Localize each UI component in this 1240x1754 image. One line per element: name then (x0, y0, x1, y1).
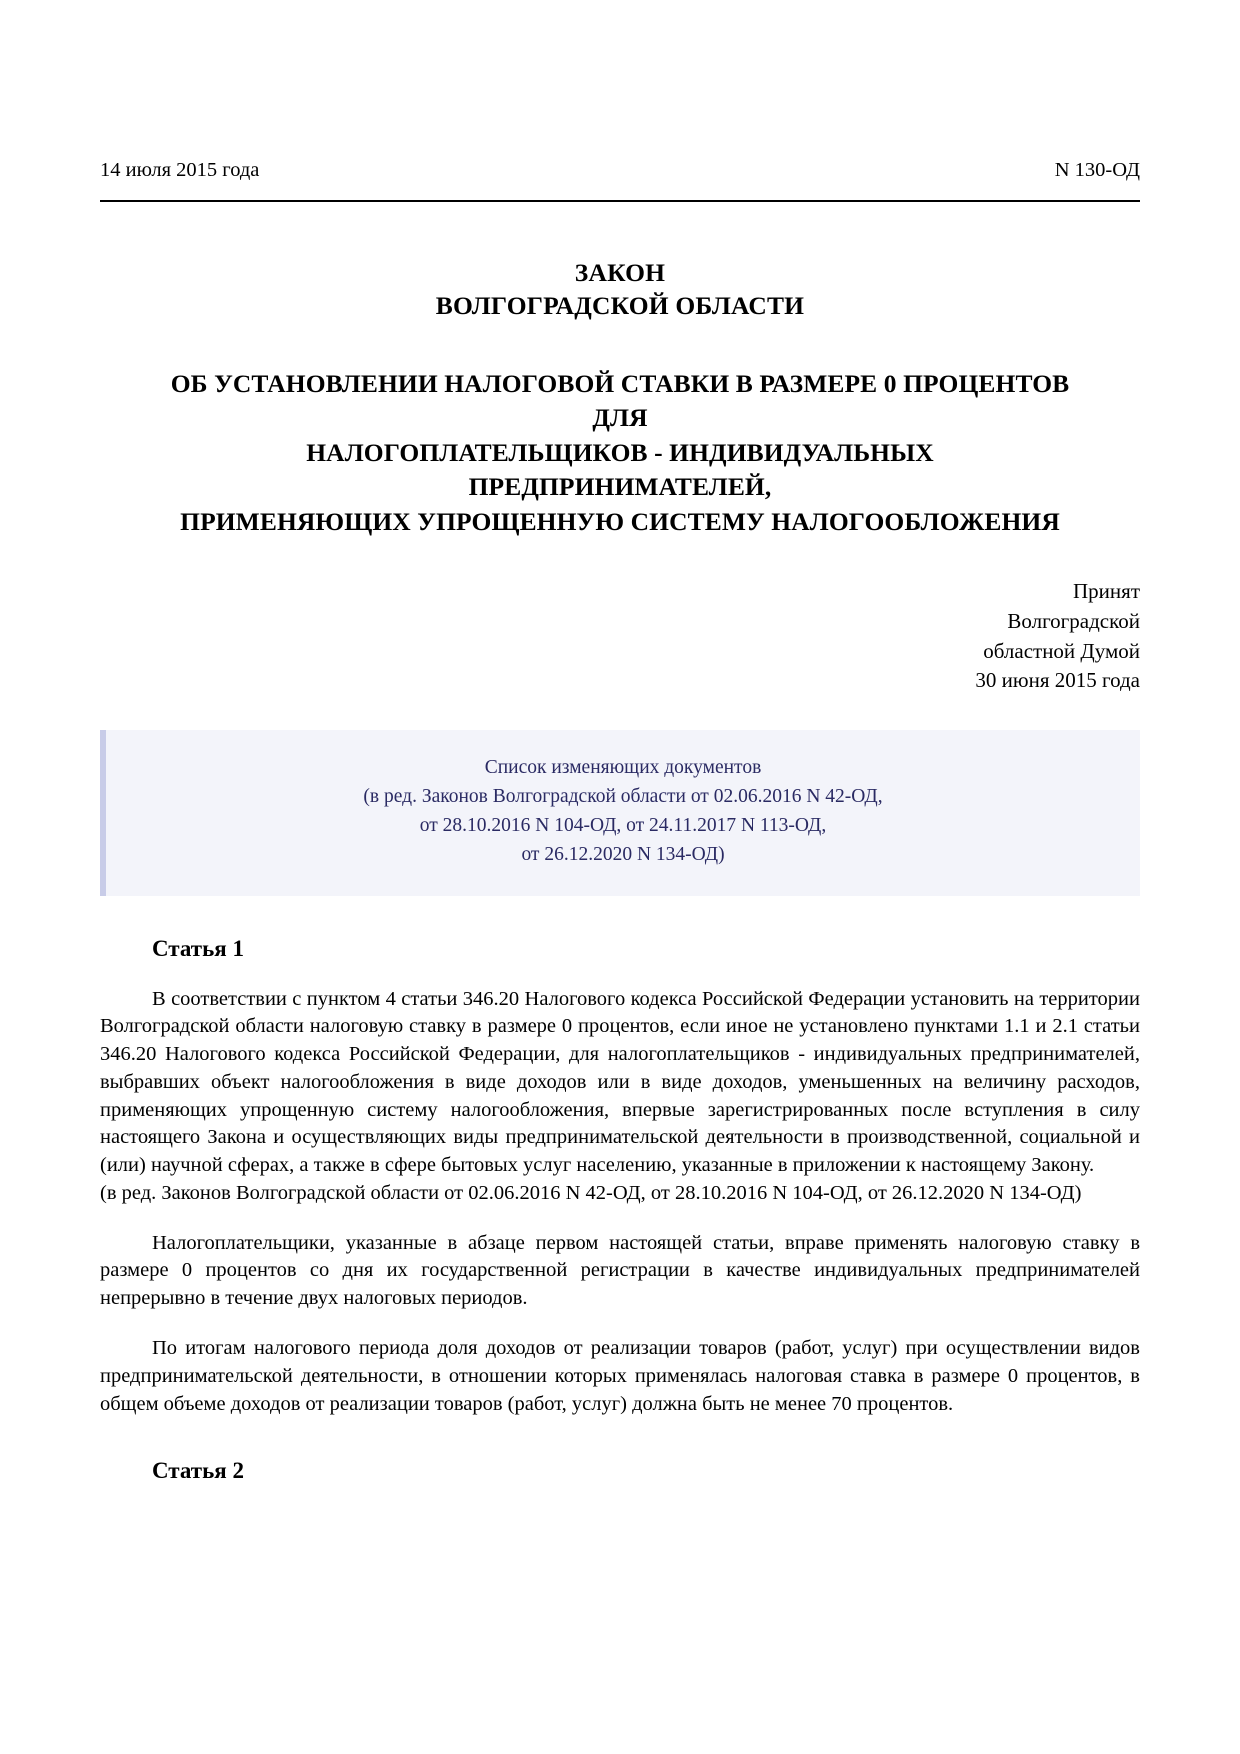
law-region-label: ВОЛГОГРАДСКОЙ ОБЛАСТИ (435, 291, 805, 321)
article-heading-1: Статья 1 (152, 935, 244, 961)
page-title-line-3: НАЛОГОПЛАТЕЛЬЩИКОВ - ИНДИВИДУАЛЬНЫХ (306, 437, 934, 467)
adoption-line-1: Принят (1073, 579, 1140, 604)
page-title-line-4: ПРЕДПРИНИМАТЕЛЕЙ, (468, 472, 772, 502)
changing-documents-line-2: от 28.10.2016 N 104-ОД, от 24.11.2017 N 113-ОД, (419, 814, 827, 836)
article-heading-2: Статья 2 (152, 1458, 244, 1484)
document-header (100, 158, 1140, 183)
article-1-paragraph-2: Налогоплательщики, указанные в абзаце первом настоящей статьи, вправе применять налоговую ставку в размере 0 процентов со дня их государственной регистрации в качестве индивидуальных предпринимателей непрерывно в течение двух налоговых периодов. (100, 1231, 1140, 1310)
page-title (100, 367, 1140, 539)
adoption-date: 30 июня 2015 года (975, 668, 1140, 693)
article-1-amendment-note: (в ред. Законов Волгоградской области от 02.06.2016 N 42-ОД, от 28.10.2016 N 104-ОД, от 26.12.2020 N 134-ОД) (100, 1181, 1082, 1204)
document-number: N 130-ОД (1054, 159, 1140, 181)
article-1-paragraph-1: В соответствии с пунктом 4 статьи 346.20 Налогового кодекса Российской Федерации установить на территории Волгоградской области налоговую ставку в размере 0 процентов, если иное не установлено пунктами 1.1 и 2.1 статьи 346.20 Налогового кодекса Российской Федерации, для налогоплательщиков - индивидуальных предпринимателей, выбравших объект налогообложения в виде доходов или в виде доходов, уменьшенных на величину расходов, применяющих упрощенную систему налогообложения, впервые зарегистрированных после вступления в силу настоящего Закона и осуществляющих виды предпринимательской деятельности в производственной, социальной и (или) научной сферах, а также в сфере бытовых услуг населению, указанные в приложении к настоящему Закону. (100, 987, 1140, 1177)
page-title-line-2: ДЛЯ (592, 403, 648, 433)
changing-documents-line-1: (в ред. Законов Волгоградской области от 02.06.2016 N 42-ОД, (363, 786, 883, 808)
changing-documents-box (100, 730, 1140, 895)
header-divider (100, 200, 1140, 202)
changing-documents-title: Список изменяющих документов (484, 757, 762, 779)
article-1-paragraph-3: По итогам налогового периода доля доходов от реализации товаров (работ, услуг) при осуществлении видов предпринимательской деятельности, в отношении которых применялась налоговая ставка в размере 0 процентов, в общем объеме доходов от реализации товаров (работ, услуг) должна быть не менее 70 процентов. (100, 1337, 1140, 1415)
changing-documents-line-3: от 26.12.2020 N 134-ОД) (521, 843, 725, 865)
adoption-line-2: Волгоградской (1007, 608, 1140, 633)
adoption-block (100, 577, 1140, 696)
page-title-line-5: ПРИМЕНЯЮЩИХ УПРОЩЕННУЮ СИСТЕМУ НАЛОГООБЛОЖЕНИЯ (180, 506, 1060, 536)
adoption-line-3: областной Думой (983, 638, 1140, 663)
page-title-line-1: ОБ УСТАНОВЛЕНИИ НАЛОГОВОЙ СТАВКИ В РАЗМЕРЕ 0 ПРОЦЕНТОВ (170, 368, 1070, 398)
title-block (100, 256, 1140, 539)
document-date: 14 июля 2015 года (100, 159, 260, 181)
law-type-label: ЗАКОН (574, 257, 666, 287)
